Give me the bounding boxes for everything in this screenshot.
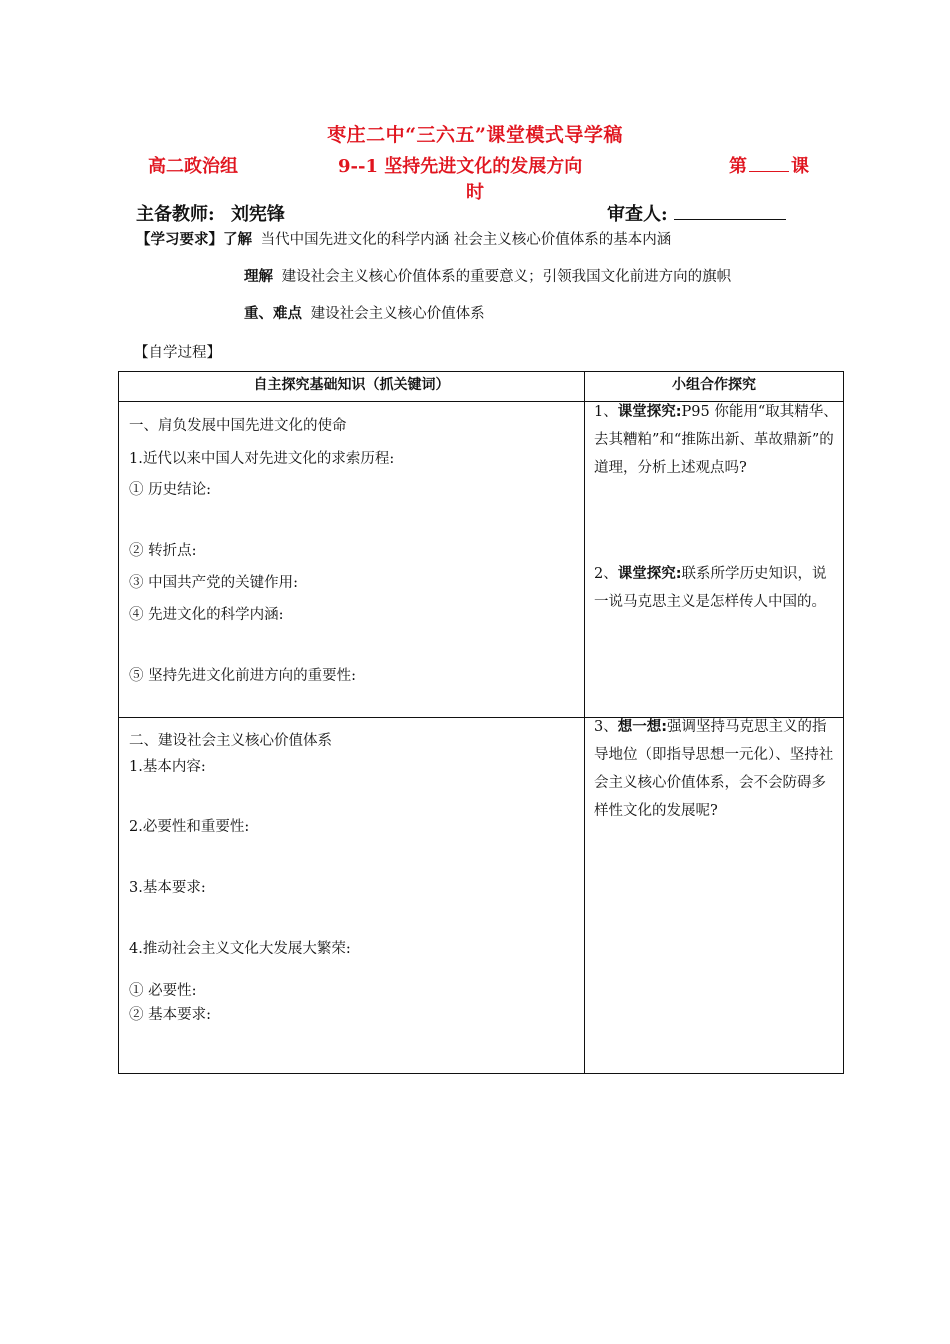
period-suffix: 课 xyxy=(791,156,809,177)
group-question-1 xyxy=(594,398,840,482)
section1-item: ② 转折点: xyxy=(129,543,197,559)
lesson-title: 9--1 坚持先进文化的发展方向 xyxy=(338,156,583,177)
reviewer-label: 审查人: xyxy=(607,204,668,225)
column-header-right: 小组合作探究 xyxy=(672,377,756,393)
group-question-2 xyxy=(594,560,840,616)
group-question-3 xyxy=(594,713,840,825)
question-number: 2、 xyxy=(594,566,618,582)
teacher-name: 刘宪锋 xyxy=(230,204,285,225)
question-number: 3、 xyxy=(594,719,618,735)
section1-item: 1.近代以来中国人对先进文化的求索历程: xyxy=(129,451,395,467)
key-text: 建设社会主义核心价值体系 xyxy=(310,306,485,322)
section2-item: ① 必要性: xyxy=(129,983,197,999)
question-text: 强调坚持马克思主义的指导地位（即指导思想一元化）、坚持社会主义核心价值体系，会不会防碍多样性文化的发展呢? xyxy=(594,719,834,819)
column-header-left: 自主探究基础知识（抓关键词） xyxy=(253,377,450,393)
section2-item: ② 基本要求: xyxy=(129,1007,211,1023)
question-number: 1、 xyxy=(594,404,618,420)
question-label: 想一想: xyxy=(617,719,668,735)
section1-heading: 一、肩负发展中国先进文化的使命 xyxy=(129,418,347,434)
period-prefix: 第 xyxy=(729,156,747,177)
self-study-label: 【自学过程】 xyxy=(134,345,221,361)
section1-item: ③ 中国共产党的关键作用: xyxy=(129,575,298,591)
period-field xyxy=(729,152,809,178)
section2-item: 2.必要性和重要性: xyxy=(129,819,250,835)
requirement-understand xyxy=(244,265,731,286)
study-table xyxy=(118,371,844,1074)
know-label: 了解 xyxy=(223,232,252,248)
section2-item: 1.基本内容: xyxy=(129,759,206,775)
understand-text: 建设社会主义核心价值体系的重要意义；引领我国文化前进方向的旗帜 xyxy=(281,269,732,285)
section1-item: ① 历史结论: xyxy=(129,482,211,498)
subject-group: 高二政治组 xyxy=(148,156,238,177)
column-divider xyxy=(584,372,585,1073)
section2-item: 4.推动社会主义文化大发展大繁荣: xyxy=(129,941,351,957)
question-label: 课堂探究: xyxy=(617,566,682,582)
requirements-heading: 【学习要求】 xyxy=(136,232,223,248)
period-blank xyxy=(749,155,789,172)
question-text: 联系所学历史知识，说一说马克思主义是怎样传人中国的。 xyxy=(594,566,827,610)
section2-item: 3.基本要求: xyxy=(129,880,206,896)
section2-heading: 二、建设社会主义核心价值体系 xyxy=(129,733,332,749)
understand-label: 理解 xyxy=(244,269,273,285)
section1-item: ④ 先进文化的科学内涵: xyxy=(129,607,284,623)
teacher-line xyxy=(136,200,285,226)
requirement-know xyxy=(136,228,671,249)
requirement-key xyxy=(244,302,485,323)
teacher-label: 主备教师: xyxy=(136,204,215,225)
section1-item: ⑤ 坚持先进文化前进方向的重要性: xyxy=(129,668,356,684)
reviewer-line xyxy=(607,200,786,226)
question-text: P95 你能用“取其精华、去其糟粕”和“推陈出新、革故鼎新”的道理，分析上述观点吗? xyxy=(594,404,838,476)
page-title: 枣庄二中“三六五”课堂模式导学稿 xyxy=(327,124,623,146)
reviewer-blank xyxy=(674,201,786,220)
key-label: 重、难点 xyxy=(244,306,302,322)
know-text: 当代中国先进文化的科学内涵 社会主义核心价值体系的基本内涵 xyxy=(260,232,672,248)
question-label: 课堂探究: xyxy=(617,404,682,420)
period-wrap: 时 xyxy=(466,182,484,203)
